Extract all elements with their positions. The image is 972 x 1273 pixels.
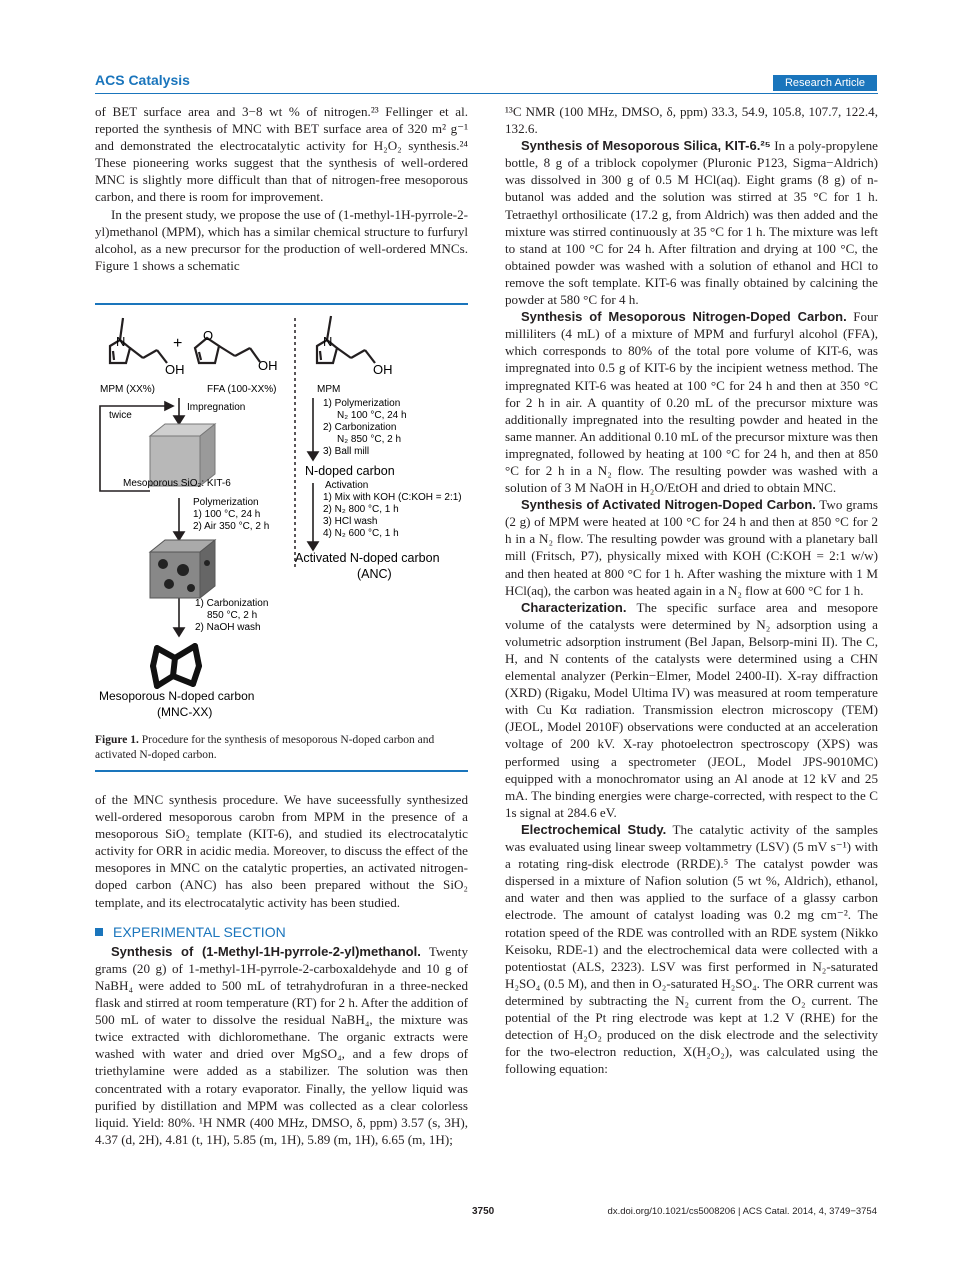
figure-caption [95,733,468,763]
right-column [505,103,878,1077]
label-activation: Activation [325,480,369,491]
kit6-cube [150,424,215,486]
paragraph-electrochemical [505,821,878,1077]
label-poly-2: 2) Air 350 °C, 2 h [193,521,270,532]
mnc-structure [153,646,199,686]
section-heading-experimental [95,924,468,941]
label-anc-1: Activated N-doped carbon [295,551,440,565]
label-mpm-xx: MPM (XX%) [100,384,155,395]
label-mnc-1: Mesoporous N-doped carbon [99,689,255,703]
mnc-body: Four milliliters (4 mL) of a mixture of MPM and furfuryl alcohol (FFA), which corresponds to 80% of the total pore volume of KIT-6, was impregnated into 0.5 g of KIT-6 by the incipient wetness method. The impregnated KIT-6 was heated at 100 °C for 24 h and then at 350 °C for 2 h in air. A quantity of 0.20 mL of the precursor mixture was additionally impregnated into the resulting powder and heated in the same manner. An additional 0.10 mL of the precursor mixture was then impregnated, followed by heating at 100 °C for 24 h, and then at 850 °C for 2 h in a N₂ flow. The resulting powder was washed with a solution of 3 M NaOH in H₂O/EtOH and dried to obtain MNC. [505,309,878,496]
runin-synthesis-mpm: Synthesis of (1-Methyl-1H-pyrrole-2-yl)methanol. [111,943,421,959]
label-a-3: 3) HCl wash [323,516,378,527]
atom-n-right: N [323,334,333,349]
runin-electrochemical: Electrochemical Study. [521,821,667,837]
label-r-1: 1) Polymerization [323,398,401,409]
runin-characterization: Characterization. [521,599,627,615]
label-carb-1: 1) Carbonization [195,598,269,609]
plus-sign: + [173,335,183,352]
composite-cube [150,540,215,598]
label-poly-title: Polymerization [193,497,259,508]
paragraph-characterization [505,599,878,821]
label-a-2: 2) N₂ 800 °C, 1 h [323,504,399,515]
article-type-badge: Research Article [773,75,877,91]
caption-text: Procedure for the synthesis of mesoporous N-doped carbon and activated N-doped carbon. [95,734,435,761]
label-r-3: 3) Ball mill [323,446,370,457]
electrochemical-body: The catalytic activity of the samples was evaluated using linear sweep voltammetry (LSV) (5 mV s⁻¹) with a rotating ring-disk electrode (RRDE).⁵ The catalyst powder was dispersed in a mixture of Nafion solution (5 wt %, Aldrich), ethanol, and water and then was applied to the surface of a glassy carbon electrode. The amount of catalyst loading was 0.2 mg cm⁻². The rotation speed of the RDE was controlled with an RDE system (Nikko Keisoku, RDE-1) and the electrochemical data were collected with a potentiostat (ALS, 2323). LSV was first performed in N₂-saturated H₂SO₄ (0.5 M), and then in O₂-saturated H₂SO₄. The ORR current was determined by subtracting the N₂ current from the O₂ current. The potential of the Pt ring electrode was kept at 1.2 V (RHE) for the detection of H₂O₂ produced on the disk electrode and the selectivity for the two-electron reduction, X(H₂O₂), was calculated using the following equation: [505,821,878,1077]
runin-mnc: Synthesis of Mesoporous Nitrogen-Doped Carbon. [521,309,847,325]
atom-o-ffa: O [203,328,214,343]
synthesis-mpm-body: Twenty grams (20 g) of 1-methyl-1H-pyrrole-2-carboxaldehyde and 10 g of NaBH₄ were added to 500 mL of tetrahydrofuran in a three-necked flask and stirred at room temperature (RT) for 2 h. After the addition of 500 mL of water to dissolve the residual NaBH₄, the mixture was twice extracted with dichloromethane. The organic extracts were washed with water and dried over MgSO₄, and a few drops of triethylamine were added as a stabilizer. The solution was then concentrated with a rotary evaporator. Finally, the yellow liquid was purified by distillation and MPM was collected as a clear colorless liquid. Yield: 80%. ¹H NMR (400 MHz, DMSO, δ, ppm) 3.57 (s, 3H), 4.37 (d, 2H), 4.81 (t, 1H), 5.85 (m, 1H), 5.89 (m, 1H), 6.65 (m, 1H); [95,943,468,1147]
figure-bottom-rule [95,770,468,772]
label-carb-1b: 850 °C, 2 h [207,610,258,621]
section-title: EXPERIMENTAL SECTION [113,923,286,940]
doi-citation: dx.doi.org/10.1021/cs5008206 | ACS Catal. 2014, 4, 3749−3754 [607,1206,877,1217]
anc-body: Two grams (2 g) of MPM were heated at 100 °C for 24 h and then at 850 °C for 2 h in a N₂ flow. The resulting powder was ground with a planetary ball mill (Fritsch, P7), physically mixed with KOH (C:KOH = 2:1 w/w) and then heated at 800 °C for 1 h. After washing the mixture with 1 M HCl(aq), the carbon was heated again in a N₂ flow at 600 °C for 1 h. [505,497,878,598]
paragraph-kit6 [505,137,878,308]
runin-kit6: Synthesis of Mesoporous Silica, KIT-6.²⁵ [521,138,771,154]
paragraph-present-study: In the present study, we propose the use of (1-methyl-1H-pyrrole-2-yl)methanol (MPM), which has a similar chemical structure to furfuryl alcohol, as a new precursor for the production of well-ordered MNCs. Figure 1 shows a schematic [95,206,468,273]
figure-top-rule [95,303,468,305]
label-twice: twice [109,410,132,421]
characterization-body: The specific surface area and mesopore volume of the catalysts were determined by N₂ adsorption using a volumetric adsorption instrument (Bel Japan, Belsorp-mini II). The C, H, and N contents of the catalysts were determined using a CHN elemental analyzer (Perkin−Elmer, Model 2400-II). X-ray diffraction (XRD) (Rigaku, Model Ultima IV) was measured at room temperature with Cu Kα radiation. Transmission electron microscopy (TEM) (JEOL, Model 2010F) observations were conducted at an acceleration voltage of 200 kV. X-ray photoelectron spectroscopy (XPS) was performed using a spectrometer (JEOL, Model JPS-9010MC) equipped with a monochromator using an Al anode at 12 kV and 25 mA. The binding energies were charge-corrected, with respect to the C 1s signal at 284.6 eV. [505,599,878,820]
label-a-1: 1) Mix with KOH (C:KOH = 2:1) [323,492,462,503]
paragraph-procedure: of the MNC synthesis procedure. We have suceessfully synthesized well-ordered mesoporous carobn from MPM in the presence of a mesoporous SiO₂ template (KIT-6), and studied its electrocatalytic activity for ORR in acidic media. Moreover, to discuss the effect of the mesopores in MNC on the catalytic properties, an activated nitrogen-doped carbon (ANC) has also been prepared without the SiO₂ template, and its electrocatalytic activity has been studied. [95,792,468,910]
label-ffa: FFA (100-XX%) [207,384,277,395]
paragraph-intro-end: of BET surface area and 3−8 wt % of nitrogen.²³ Fellinger et al. reported the synthesis of MNC with BET surface area of 320 m² g⁻¹ and demonstrated the electrocatalytic activity for H₂O₂ synthesis.²⁴ These pioneering works suggest that the synthesis of well-ordered MNC is slightly more difficult than that of nitrogen-free mesoporous carbon, and there is room for improvement. [95,104,468,205]
section-square-icon [95,928,103,936]
caption-label: Figure 1. [95,734,139,746]
atom-oh-ffa: OH [258,358,278,373]
label-impregnation: Impregnation [187,402,246,413]
journal-name: ACS Catalysis [95,72,190,88]
header-rule [95,93,878,94]
paragraph-mnc [505,308,878,496]
paragraph-anc [505,496,878,599]
label-r-1b: N₂ 100 °C, 24 h [337,410,407,421]
label-ndoped: N-doped carbon [305,464,395,478]
label-kit6: Mesoporous SiO₂: KIT-6 [123,478,231,489]
atom-oh-right: OH [373,362,393,377]
label-r-2: 2) Carbonization [323,422,397,433]
atom-n-left: N [116,334,126,349]
label-poly-1: 1) 100 °C, 24 h [193,509,261,520]
label-carb-2: 2) NaOH wash [195,622,261,633]
left-column-bottom [95,791,468,1148]
paragraph-synthesis-mpm [95,943,468,1148]
runin-anc: Synthesis of Activated Nitrogen-Doped Carbon. [521,497,816,513]
label-r-2b: N₂ 850 °C, 2 h [337,434,402,445]
label-anc-2: (ANC) [357,567,392,581]
page-number: 3750 [472,1206,495,1217]
label-a-4: 4) N₂ 600 °C, 1 h [323,528,399,539]
label-r-mpm: MPM [317,384,341,395]
figure-1-scheme [95,308,468,728]
atom-oh-left: OH [165,362,185,377]
left-column-top [95,103,468,274]
label-mnc-2: (MNC-XX) [157,705,213,719]
paragraph-13c-nmr: ¹³C NMR (100 MHz, DMSO, δ, ppm) 33.3, 54.9, 105.8, 107.7, 122.4, 132.6. [505,104,878,137]
kit6-body: In a poly-propylene bottle, 8 g of a triblock copolymer (Pluronic P123, Sigma−Aldrich) was dissolved in 300 g of 0.5 M HCl(aq). Eight grams (8 g) of n-butanol was added and the solution was stirred at 35 °C for 1 h. Tetraethyl orthosilicate (17.2 g, from Aldrich) was then added and the mixture was stirred continuously at 35 °C for 1 h. The mixture was left to stand at 100 °C for 24 h. After filtration and drying at 100 °C, the obtained powder was washed with a solution of ethanol and HCl to remove the soft template. KIT-6 was finally obtained by calcining the powder at 580 °C for 4 h. [505,138,878,308]
